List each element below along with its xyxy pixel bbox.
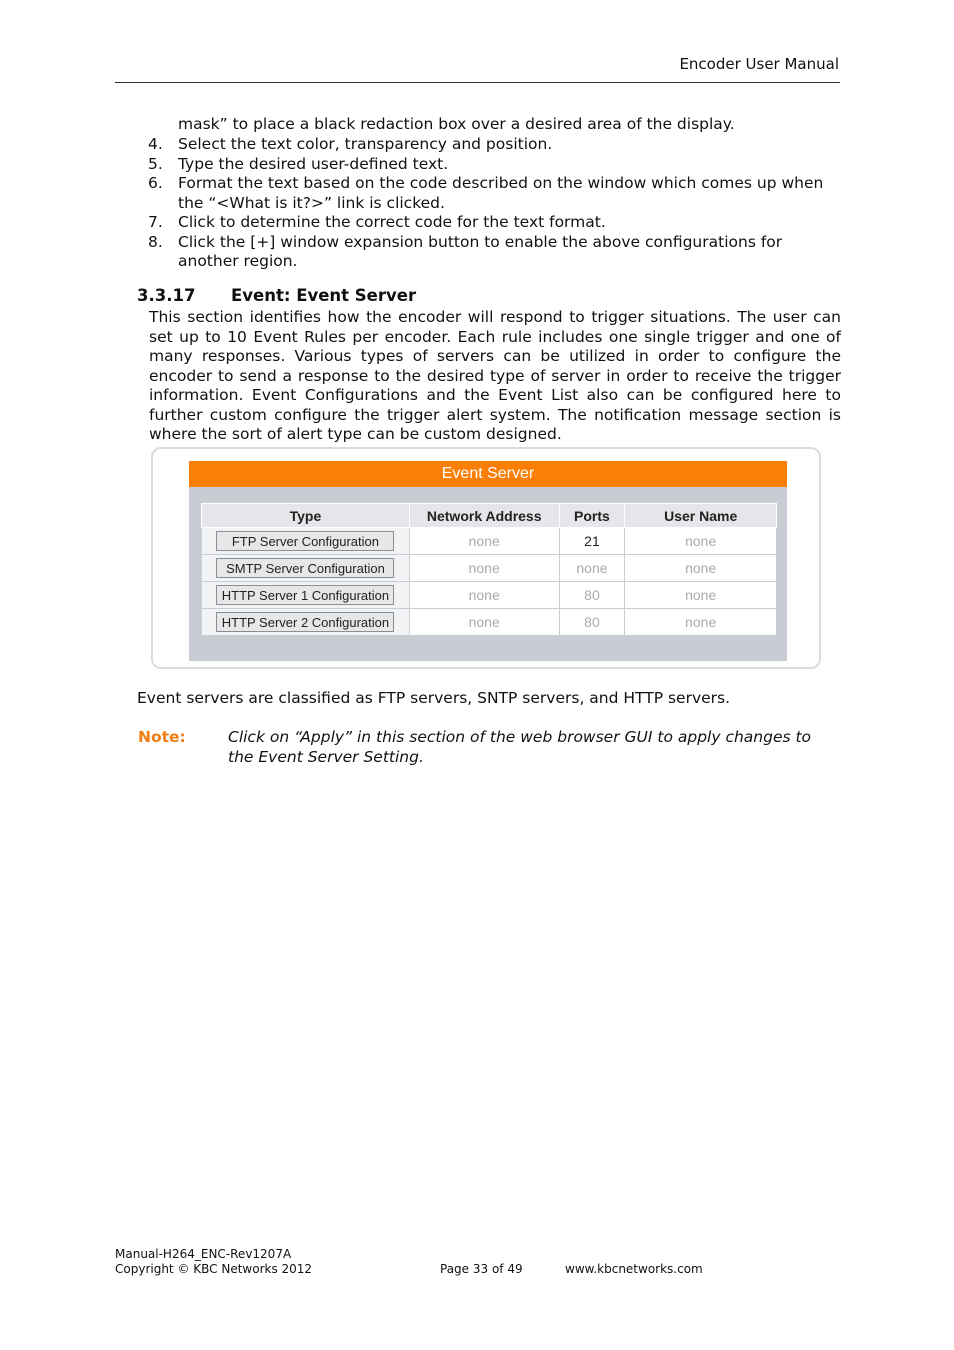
user-name-cell: none	[625, 609, 777, 636]
type-cell	[202, 609, 410, 636]
panel-title: Event Server	[189, 461, 787, 487]
http-server-1-configuration-button[interactable]: HTTP Server 1 Configuration	[216, 585, 394, 605]
user-name-cell: none	[625, 528, 777, 555]
step-number: 7.	[148, 213, 163, 231]
note-label: Note:	[138, 728, 186, 746]
section-heading	[137, 286, 416, 305]
port-cell: 21	[559, 528, 625, 555]
event-server-panel	[151, 447, 821, 669]
footer-page-number: Page 33 of 49	[440, 1262, 523, 1276]
header-rule	[115, 82, 840, 83]
list-item	[148, 135, 843, 155]
column-header-type: Type	[202, 504, 410, 528]
table-row	[202, 555, 777, 582]
note-text: Click on “Apply” in this section of the web browser GUI to apply changes to the Event Server Setting.	[228, 728, 812, 766]
list-item	[148, 174, 843, 213]
smtp-server-configuration-button[interactable]: SMTP Server Configuration	[216, 558, 394, 578]
table-row	[202, 582, 777, 609]
step-text: Type the desired user-defined text.	[178, 154, 449, 173]
user-name-cell: none	[625, 555, 777, 582]
table-row	[202, 528, 777, 555]
server-table	[201, 503, 777, 636]
http-server-2-configuration-button[interactable]: HTTP Server 2 Configuration	[216, 612, 394, 632]
list-item	[148, 213, 843, 233]
step-text: Click to determine the correct code for the text format.	[178, 213, 606, 231]
step-number: 6.	[148, 174, 163, 192]
footer-doc-info	[115, 1247, 312, 1277]
port-cell: 80	[559, 609, 625, 636]
type-cell	[202, 555, 410, 582]
continuation-text: mask” to place a black redaction box over a desired area of the display.	[178, 115, 735, 133]
classification-text: Event servers are classified as FTP servers, SNTP servers, and HTTP servers.	[137, 689, 731, 707]
step-text: Click the [+] window expansion button to enable the above configurations for another region.	[178, 232, 783, 270]
step-number: 8.	[148, 232, 163, 251]
step-text: Select the text color, transparency and position.	[178, 135, 553, 153]
port-cell: none	[559, 555, 625, 582]
step-text: Format the text based on the code described on the window which comes up when the “<What is it?>” link is clicked.	[178, 174, 824, 212]
section-number: 3.3.17	[137, 286, 196, 305]
column-header-ports: Ports	[559, 504, 625, 528]
network-address-cell: none	[409, 555, 559, 582]
step-number: 4.	[148, 135, 163, 153]
footer-copyright: Copyright © KBC Networks 2012	[115, 1262, 313, 1276]
footer-doc-id: Manual-H264_ENC-Rev1207A	[115, 1247, 292, 1261]
header-title: Encoder User Manual	[679, 55, 839, 73]
user-name-cell: none	[625, 582, 777, 609]
network-address-cell: none	[409, 582, 559, 609]
section-body: This section identifies how the encoder will respond to trigger situations. The user can set up to 10 Event Rules per encoder. Each rule includes one single trigger and one of many responses. Various types of servers can be utilized in order to configure the encoder to send a response to the desired type of server in order to receive the trigger information. Event Configurations and the Event List also can be configured here to further custom configure the trigger alert system. The notification message section is where the sort of alert type can be custom designed.	[149, 308, 841, 443]
network-address-cell: none	[409, 528, 559, 555]
column-header-user-name: User Name	[625, 504, 777, 528]
type-cell	[202, 528, 410, 555]
table-row	[202, 609, 777, 636]
column-header-network-address: Network Address	[409, 504, 559, 528]
panel-frame	[189, 461, 787, 661]
list-item	[148, 233, 843, 272]
step-number: 5.	[148, 154, 163, 173]
footer-website: www.kbcnetworks.com	[565, 1262, 703, 1276]
table-header-row	[202, 504, 777, 528]
network-address-cell: none	[409, 609, 559, 636]
port-cell: 80	[559, 582, 625, 609]
ftp-server-configuration-button[interactable]: FTP Server Configuration	[216, 531, 394, 551]
section-title: Event: Event Server	[231, 286, 417, 305]
step-list	[148, 135, 843, 272]
list-item	[148, 155, 843, 175]
type-cell	[202, 582, 410, 609]
